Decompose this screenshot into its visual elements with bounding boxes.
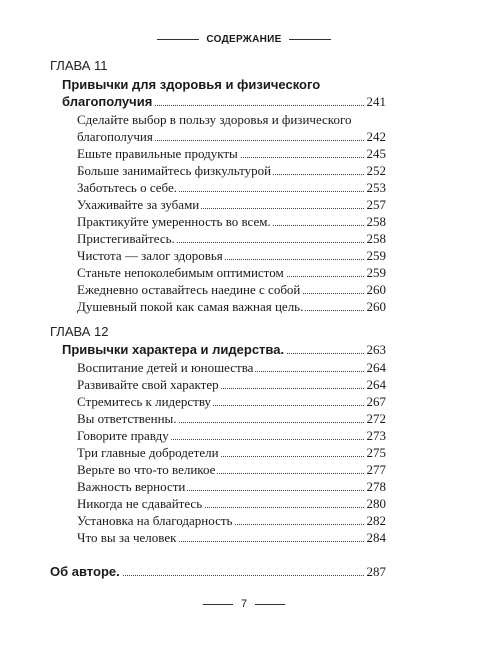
entry-page: 267 bbox=[366, 394, 386, 409]
toc-entry[interactable] bbox=[0, 145, 488, 162]
header-title: СОДЕРЖАНИЕ bbox=[206, 34, 282, 45]
entry-page: 264 bbox=[366, 377, 386, 392]
entry-page: 253 bbox=[366, 180, 386, 195]
toc-entry-about[interactable] bbox=[0, 563, 488, 580]
chapter-label: ГЛАВА 11 bbox=[50, 58, 108, 73]
entry-title: Установка на благодарность bbox=[77, 513, 233, 528]
entry-title: Никогда не сдавайтесь bbox=[77, 496, 203, 511]
chapter-label: ГЛАВА 12 bbox=[50, 324, 109, 339]
toc-entry[interactable] bbox=[0, 179, 488, 196]
entry-page: 257 bbox=[366, 197, 386, 212]
toc-entry[interactable] bbox=[0, 461, 488, 478]
toc-entry[interactable] bbox=[0, 162, 488, 179]
entry-page: 264 bbox=[366, 360, 386, 375]
entry-page: 277 bbox=[366, 462, 386, 477]
entry-title: Практикуйте умеренность во всем. bbox=[77, 214, 271, 229]
entry-page: 258 bbox=[366, 231, 386, 246]
entry-title-line bbox=[0, 111, 488, 128]
entry-title: Что вы за человек bbox=[77, 530, 177, 545]
toc-entry[interactable] bbox=[0, 495, 488, 512]
entry-title: Ежедневно оставайтесь наедине с собой bbox=[77, 282, 301, 297]
entry-title: Пристегивайтесь. bbox=[77, 231, 175, 246]
toc-entry[interactable] bbox=[0, 196, 488, 213]
entry-page: 275 bbox=[366, 445, 386, 460]
entry-title: Ухаживайте за зубами bbox=[77, 197, 200, 212]
entry-page: 284 bbox=[366, 530, 386, 545]
entry-page: 287 bbox=[366, 564, 386, 579]
toc-entry[interactable] bbox=[0, 529, 488, 546]
entry-title: Развивайте свой характер bbox=[77, 377, 219, 392]
toc-entry[interactable] bbox=[0, 213, 488, 230]
chapter-title-line bbox=[0, 76, 488, 93]
entry-title: благополучия bbox=[77, 129, 153, 144]
entry-title: Три главные добродетели bbox=[77, 445, 219, 460]
toc-entry[interactable] bbox=[0, 247, 488, 264]
entry-title: Душевный покой как самая важная цель. bbox=[77, 299, 304, 314]
running-header bbox=[0, 34, 488, 45]
toc-entry[interactable] bbox=[0, 393, 488, 410]
entry-page: 278 bbox=[366, 479, 386, 494]
entry-title: благополучия bbox=[62, 94, 153, 109]
toc-entry[interactable] bbox=[0, 427, 488, 444]
page-footer bbox=[0, 598, 488, 610]
entry-page: 241 bbox=[366, 94, 386, 109]
entry-page: 242 bbox=[366, 129, 386, 144]
header-rule-left bbox=[157, 39, 199, 40]
entry-page: 260 bbox=[366, 282, 386, 297]
entry-title: Важность верности bbox=[77, 479, 186, 494]
entry-page: 260 bbox=[366, 299, 386, 314]
entry-page: 272 bbox=[366, 411, 386, 426]
entry-page: 252 bbox=[366, 163, 386, 178]
entry-title: Станьте непоколебимым оптимистом bbox=[77, 265, 284, 280]
entry-title: Заботьтесь о себе. bbox=[77, 180, 177, 195]
page-number: 7 bbox=[240, 598, 248, 610]
entry-page: 282 bbox=[366, 513, 386, 528]
toc-entry[interactable] bbox=[0, 512, 488, 529]
entry-title: Говорите правду bbox=[77, 428, 169, 443]
entry-page: 273 bbox=[366, 428, 386, 443]
entry-title: Стремитесь к лидерству bbox=[77, 394, 212, 409]
entry-title: Чистота — залог здоровья bbox=[77, 248, 223, 263]
toc-entry[interactable] bbox=[0, 410, 488, 427]
entry-title: Вы ответственны. bbox=[77, 411, 177, 426]
footer-rule-right bbox=[255, 604, 285, 605]
entry-page: 263 bbox=[366, 342, 386, 357]
entry-title: Ешьте правильные продукты bbox=[77, 146, 238, 161]
toc-entry[interactable] bbox=[0, 264, 488, 281]
entry-title: Сделайте выбор в пользу здоровья и физического bbox=[77, 112, 352, 127]
entry-title: Верьте во что-то великое bbox=[77, 462, 216, 477]
toc-entry-chapter-title[interactable] bbox=[0, 341, 488, 358]
toc-entry[interactable] bbox=[0, 128, 488, 145]
toc-entry[interactable] bbox=[0, 230, 488, 247]
toc-entry[interactable] bbox=[0, 478, 488, 495]
entry-title: Об авторе. bbox=[50, 564, 120, 579]
toc-entry[interactable] bbox=[0, 281, 488, 298]
toc-entry[interactable] bbox=[0, 376, 488, 393]
toc-entry[interactable] bbox=[0, 359, 488, 376]
toc-entry[interactable] bbox=[0, 298, 488, 315]
entry-page: 259 bbox=[366, 248, 386, 263]
header-rule-right bbox=[289, 39, 331, 40]
entry-page: 280 bbox=[366, 496, 386, 511]
toc-entry-chapter-title[interactable] bbox=[0, 93, 488, 110]
entry-page: 259 bbox=[366, 265, 386, 280]
toc-entry[interactable] bbox=[0, 444, 488, 461]
entry-page: 258 bbox=[366, 214, 386, 229]
entry-title: Больше занимайтесь физкультурой bbox=[77, 163, 272, 178]
entry-title: Воспитание детей и юношества bbox=[77, 360, 254, 375]
footer-rule-left bbox=[203, 604, 233, 605]
entry-title: Привычки характера и лидерства. bbox=[62, 342, 285, 357]
chapter-title-text: Привычки для здоровья и физического bbox=[62, 77, 321, 92]
entry-page: 245 bbox=[366, 146, 386, 161]
